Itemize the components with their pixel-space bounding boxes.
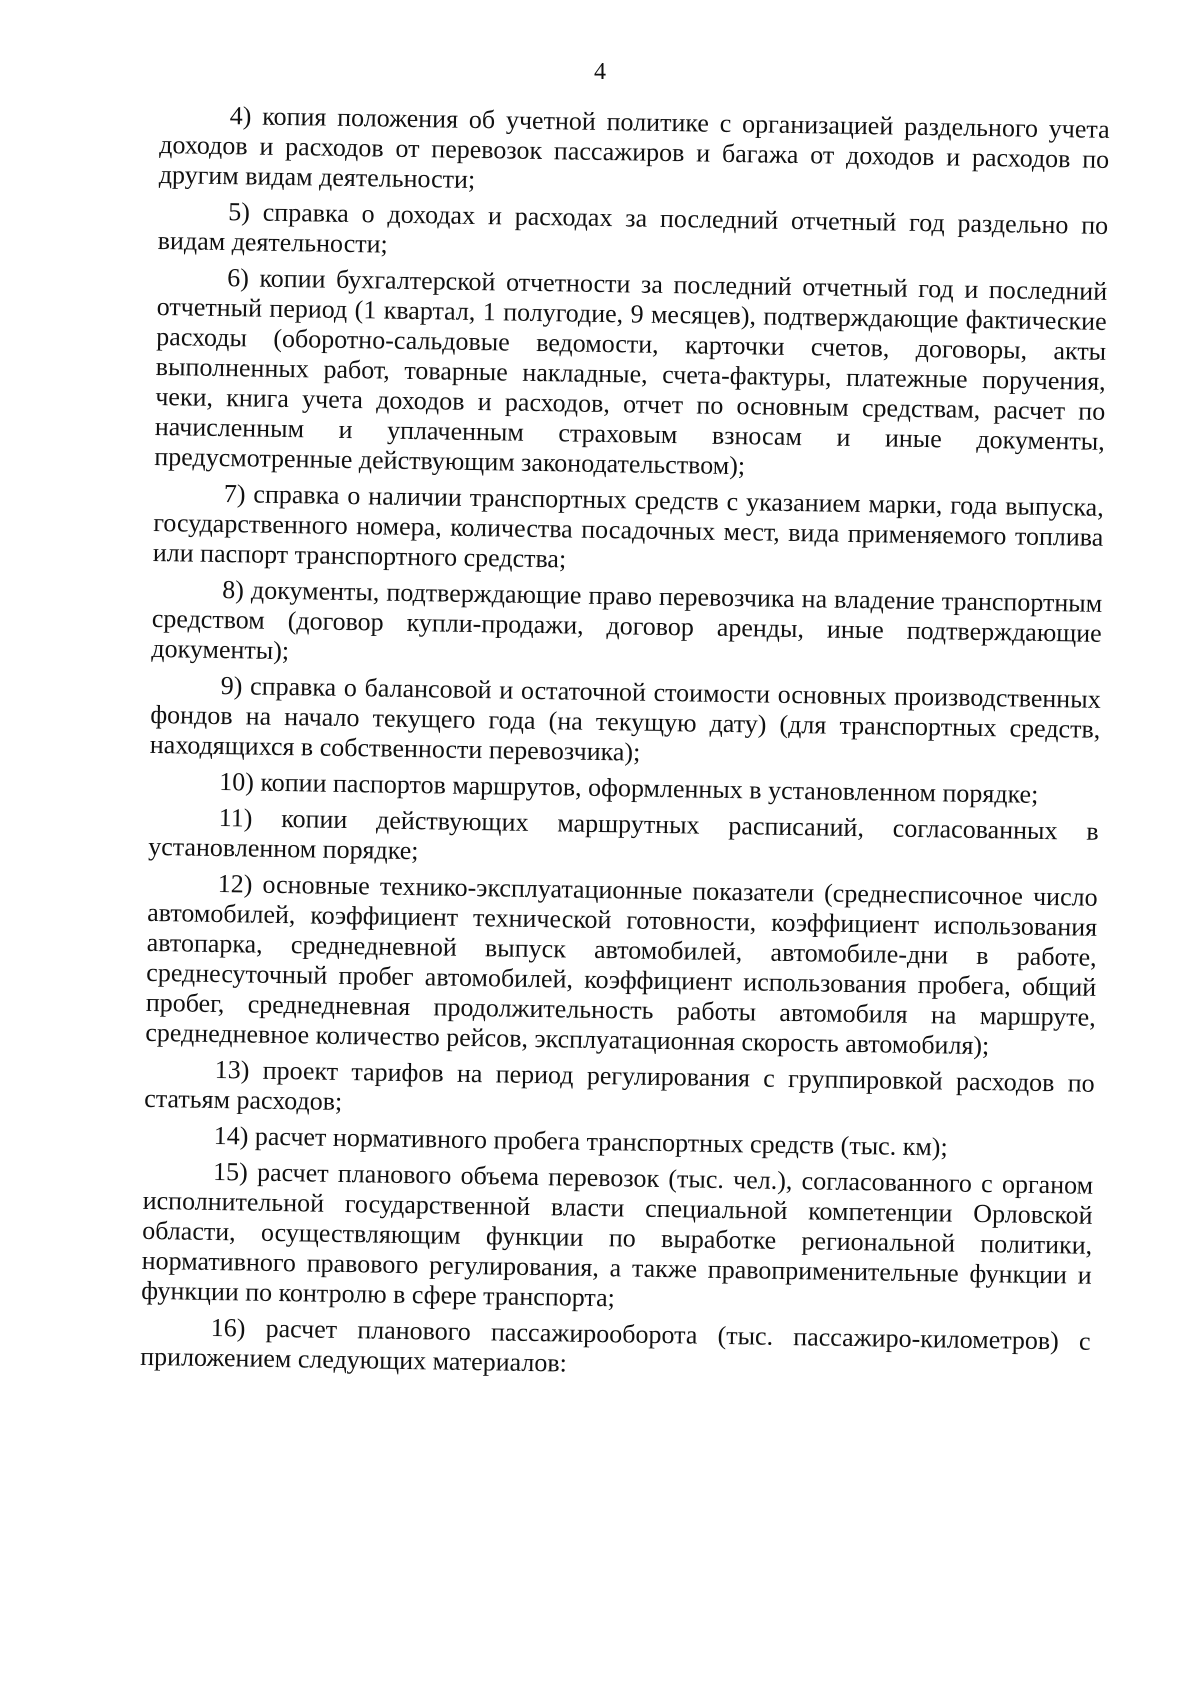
document-body (140, 100, 1110, 1393)
list-item-9: 9) справка о балансовой и остаточной стоимости основных производственных фондов на начало текущего года (на текущую дату) (для транспортных средств, находящихся в собственности перевозчика); (149, 671, 1101, 767)
list-item-11: 11) копии действующих маршрутных расписаний, согласованных в установленном порядке; (148, 803, 1099, 866)
list-item-14: 14) расчет нормативного пробега транспортных средств (тыс. км); (213, 1120, 948, 1162)
list-item-4: 4) копия положения об учетной политике с организацией раздельного учета доходов и расходов от перевозок пассажиров и багажа от доходов и расходов по другим видам деятельности; (158, 101, 1110, 194)
list-item-6: 6) копии бухгалтерской отчетности за последний отчетный год и последний отчетный период (1 квартал, 1 полугодие, 9 месяцев), подтверждающие фактические расходы (оборотно-сальдовые ведомости, карточки счетов, договоры, акты выполненных работ, товарные накладные, счета-фактуры, платежные поручения, чеки, книга учета доходов и расходов, отчет по основным средствам, расчет по начисленным и уплаченным страховым взносам и иные документы, предусмотренные действующим законодательством); (154, 263, 1108, 481)
page-number: 4 (594, 59, 606, 85)
list-item-10: 10) копии паспортов маршрутов, оформленных в установленном порядке; (219, 767, 1039, 809)
list-item-13: 13) проект тарифов на период регулирования с группировкой расходов по статьям расходов; (144, 1054, 1095, 1116)
list-item-15: 15) расчет планового объема перевозок (тыс. чел.), согласованного с органом исполнительной государственной власти специальной компетенции Орловской области, осуществляющим функции по выработке региональной политики, нормативного правового регулирования, а также правоприменительные функции и функции по контролю в сфере транспорта; (141, 1156, 1094, 1313)
list-item-8: 8) документы, подтверждающие право перевозчика на владение транспортным средством (договор купли-продажи, договор аренды, иные подтверждающие документы); (151, 575, 1103, 666)
list-item-7: 7) справка о наличии транспортных средств с указанием марки, года выпуска, государственного номера, количества посадочных мест, вида применяемого топлива или паспорт транспортного средства; (152, 479, 1104, 574)
list-item-16: 16) расчет планового пассажирооборота (тыс. пассажиро-километров) с приложением следующих материалов: (140, 1312, 1091, 1378)
list-item-12: 12) основные технико-эксплуатационные показатели (среднесписочное число автомобилей, коэффициент технической готовности, коэффициент использования автопарка, среднедневной выпуск автомобилей, автомобиле-дни в работе, среднесуточный пробег автомобилей, коэффициент использования пробега, общий пробег, среднедневная продолжительность работы автомобиля на маршруте, среднедневное количество рейсов, эксплуатационная скорость автомобиля); (145, 869, 1098, 1061)
list-item-5: 5) справка о доходах и расходах за последний отчетный год раздельно по видам деятельности; (157, 197, 1109, 259)
